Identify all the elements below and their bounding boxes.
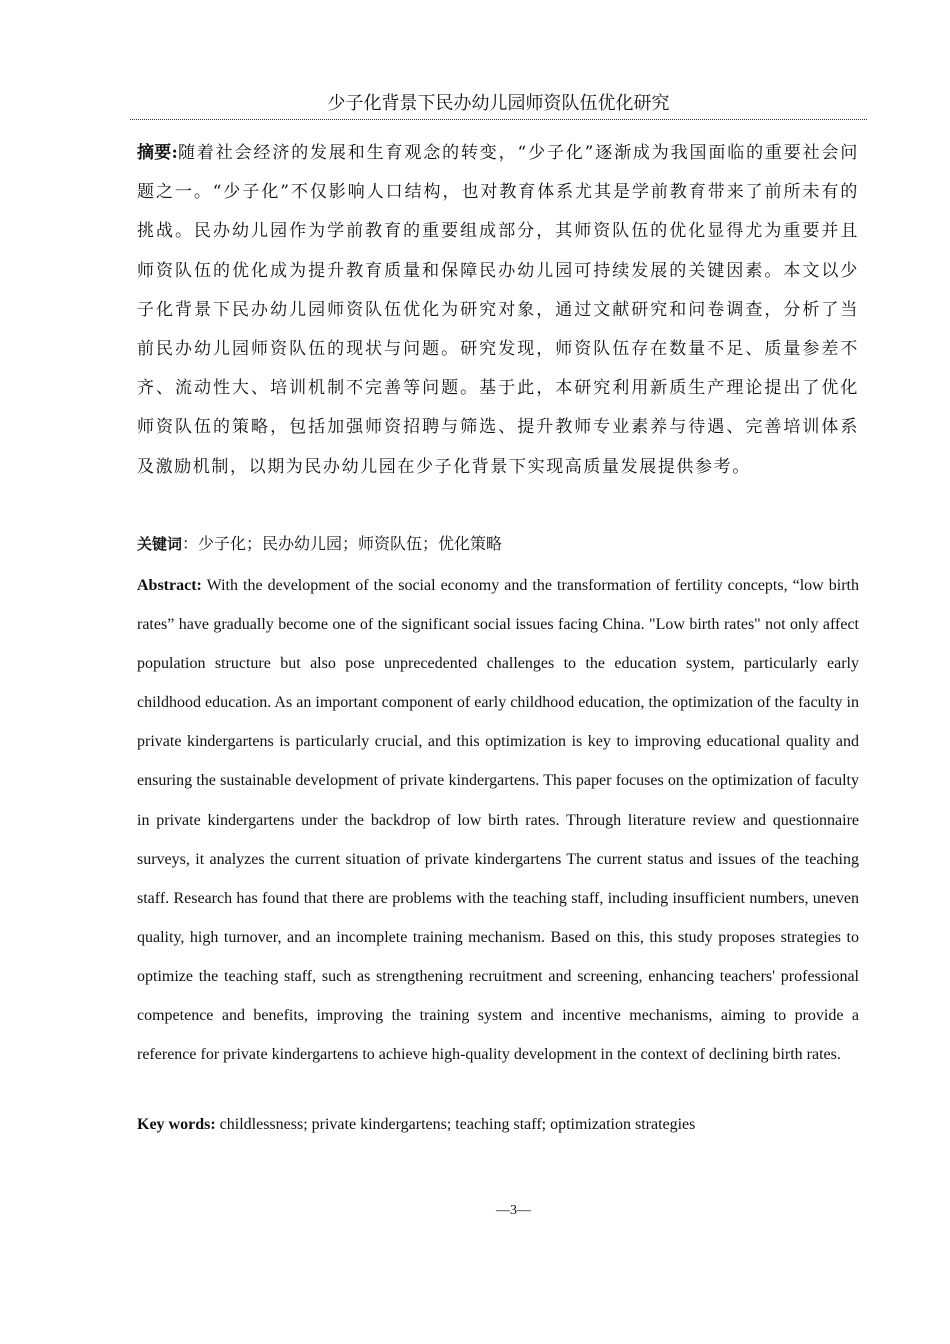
chinese-keywords-label: 关键词 <box>137 535 183 553</box>
chinese-keywords-separator: ： <box>182 534 199 553</box>
chinese-abstract-label: 摘要: <box>137 143 178 163</box>
chinese-keywords-text: 少子化；民办幼儿园；师资队伍；优化策略 <box>198 534 503 553</box>
english-keywords-label: Key words: <box>137 1116 216 1133</box>
english-abstract-text: With the development of the social economy and the transformation of fertility concepts, “low birth rates” have gradually become one of the significant social issues facing China. "Low birth rates" not only affect population structure but also pose unprecedented challenges to the education system, particularly early childhood education. As an important component of early childhood education, the optimization of the faculty in private kindergartens is particularly crucial, and this optimization is key to improving educational quality and ensuring the sustainable development of private kindergartens. This paper focuses on the optimization of faculty in private kindergartens under the backdrop of low birth rates. Through literature review and questionnaire surveys, it analyzes the current situation of private kindergartens The current status and issues of the teaching staff. Research has found that there are problems with the teaching staff, including insufficient numbers, uneven quality, high turnover, and an incomplete training mechanism. Based on this, this study proposes strategies to optimize the teaching staff, such as strengthening recruitment and screening, enhancing teachers' professional competence and benefits, improving the training system and incentive mechanisms, aiming to provide a reference for private kindergartens to achieve high-quality development in the context of declining birth rates. <box>137 577 859 1064</box>
english-abstract-label: Abstract: <box>137 577 202 594</box>
chinese-abstract <box>137 134 859 487</box>
page-number: —3— <box>496 1203 531 1218</box>
chinese-keywords <box>137 531 859 557</box>
chinese-abstract-text: 随着社会经济的发展和生育观念的转变，“少子化”逐渐成为我国面临的重要社会问题之一。“少子化”不仅影响人口结构，也对教育体系尤其是学前教育带来了前所未有的挑战。民办幼儿园作为学前教育的重要组成部分，其师资队伍的优化显得尤为重要并且师资队伍的优化成为提升教育质量和保障民办幼儿园可持续发展的关键因素。本文以少子化背景下民办幼儿园师资队伍优化为研究对象，通过文献研究和问卷调查，分析了当前民办幼儿园师资队伍的现状与问题。研究发现，师资队伍存在数量不足、质量参差不齐、流动性大、培训机制不完善等问题。基于此，本研究利用新质生产理论提出了优化师资队伍的策略，包括加强师资招聘与筛选、提升教师专业素养与待遇、完善培训体系及激励机制，以期为民办幼儿园在少子化背景下实现高质量发展提供参考。 <box>137 143 859 477</box>
running-header-title: 少子化背景下民办幼儿园师资队伍优化研究 <box>130 92 867 120</box>
english-keywords-text: childlessness; private kindergartens; teaching staff; optimization strategies <box>219 1116 696 1133</box>
english-abstract <box>137 566 859 1074</box>
english-keywords <box>137 1112 859 1138</box>
